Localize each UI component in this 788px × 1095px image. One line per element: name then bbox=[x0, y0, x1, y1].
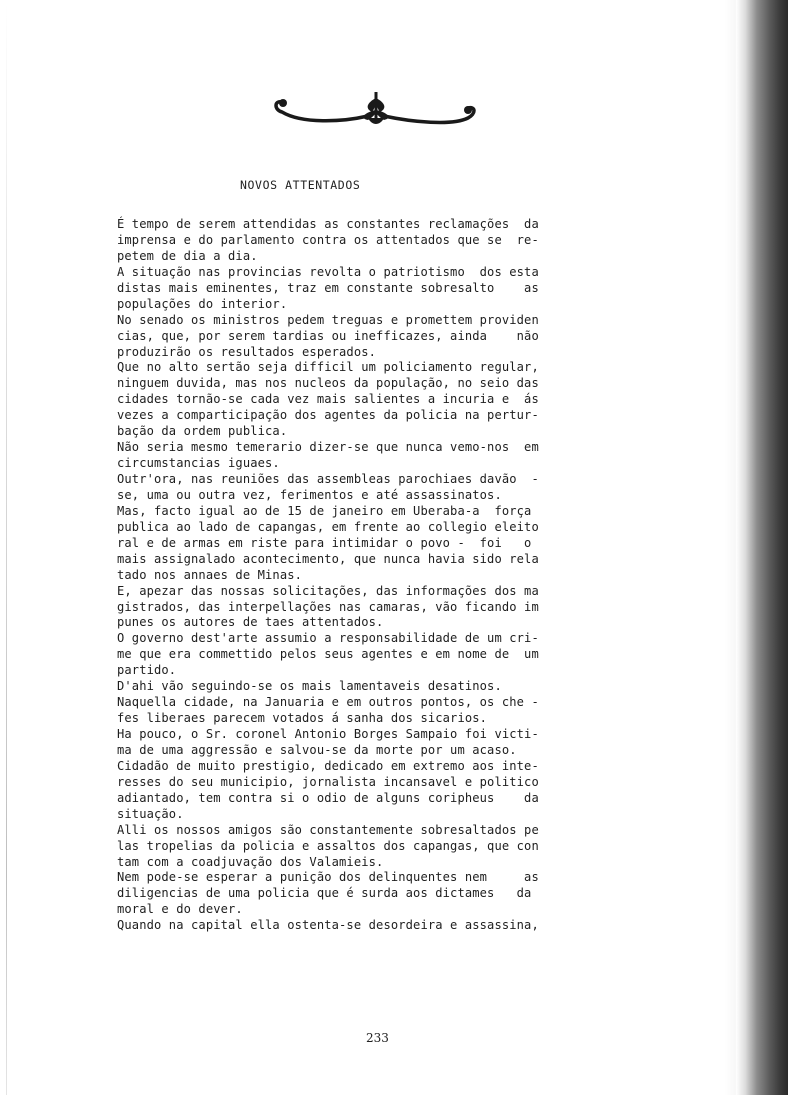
text-line: imprensa e do parlamento contra os attentados que se re- bbox=[117, 232, 539, 247]
text-line: ninguem duvida, mas nos nucleos da população, no seio das bbox=[117, 376, 539, 391]
text-line: mais assignalado acontecimento, que nunca havia sido rela bbox=[117, 551, 539, 566]
text-line: adiantado, tem contra si o odio de alguns coripheus da bbox=[117, 790, 539, 805]
text-line: cias, que, por serem tardias ou inefficazes, ainda não bbox=[117, 328, 539, 343]
text-line: D'ahi vão seguindo-se os mais lamentaveis desatinos. bbox=[117, 679, 502, 694]
text-line: moral e do dever. bbox=[117, 902, 243, 917]
vine-flourish-icon bbox=[272, 88, 480, 132]
text-line: me que era commettido pelos seus agentes e em nome de um bbox=[117, 647, 539, 662]
text-line: tado nos annaes de Minas. bbox=[117, 567, 303, 582]
text-line: situação. bbox=[117, 806, 184, 821]
text-line: Naquella cidade, na Januaria e em outros pontos, os che - bbox=[117, 695, 539, 710]
document-title: NOVOS ATTENTADOS bbox=[240, 178, 361, 192]
text-line: tam com a coadjuvação dos Valamieis. bbox=[117, 854, 384, 869]
page-number: 233 bbox=[366, 1031, 389, 1045]
document-body bbox=[117, 217, 617, 934]
text-line: Que no alto sertão seja difficil um policiamento regular, bbox=[117, 360, 539, 375]
text-line: O governo dest'arte assumio a responsabilidade de um cri- bbox=[117, 631, 539, 646]
text-line: distas mais eminentes, traz em constante sobresalto as bbox=[117, 280, 539, 295]
page-edge-shadow bbox=[6, 0, 7, 1095]
text-line: E, apezar das nossas solicitações, das informações dos ma bbox=[117, 583, 539, 598]
text-line: Cidadão de muito prestigio, dedicado em extremo aos inte- bbox=[117, 758, 539, 773]
text-line: ma de uma aggressão e salvou-se da morte por um acaso. bbox=[117, 742, 517, 757]
text-line: Alli os nossos amigos são constantemente sobresaltados pe bbox=[117, 822, 539, 837]
text-line: punes os autores de taes attentados. bbox=[117, 615, 384, 630]
text-line: Outr'ora, nas reuniões das assembleas parochiaes davão - bbox=[117, 472, 539, 486]
text-line: gistrados, das interpellações nas camaras, vão ficando im bbox=[117, 599, 539, 614]
text-line: cidades tornão-se cada vez mais salientes a incuria e ás bbox=[117, 392, 539, 407]
text-line: Não seria mesmo temerario dizer-se que nunca vemo-nos em bbox=[117, 440, 539, 455]
text-line: produzirão os resultados esperados. bbox=[117, 344, 377, 359]
text-line: vezes a comparticipação dos agentes da policia na pertur- bbox=[117, 408, 539, 423]
text-line: petem de dia a dia. bbox=[117, 248, 258, 263]
text-line: Mas, facto igual ao de 15 de janeiro em Uberaba-a força bbox=[117, 503, 532, 518]
book-binding-edge bbox=[736, 0, 788, 1095]
text-line: É tempo de serem attendidas as constantes reclamações da bbox=[117, 217, 539, 231]
text-line: populações do interior. bbox=[117, 296, 288, 311]
text-line: las tropelias da policia e assaltos dos capangas, que con bbox=[117, 838, 539, 853]
text-line: resses do seu municipio, jornalista incansavel e politico bbox=[117, 774, 539, 789]
text-line: A situação nas provincias revolta o patriotismo dos esta bbox=[117, 264, 539, 279]
text-line: circumstancias iguaes. bbox=[117, 456, 280, 471]
text-line: ral e de armas em riste para intimidar o povo - foi o bbox=[117, 535, 532, 550]
text-line: se, uma ou outra vez, ferimentos e até assassinatos. bbox=[117, 487, 502, 502]
text-line: publica ao lado de capangas, em frente ao collegio eleito bbox=[117, 519, 539, 534]
text-line: Ha pouco, o Sr. coronel Antonio Borges Sampaio foi victi- bbox=[117, 727, 539, 741]
text-line: No senado os ministros pedem treguas e promettem providen bbox=[117, 312, 539, 327]
text-line: Quando na capital ella ostenta-se desordeira e assassina, bbox=[117, 918, 539, 933]
text-line: bação da ordem publica. bbox=[117, 424, 288, 439]
text-line: partido. bbox=[117, 663, 177, 678]
text-line: diligencias de uma policia que é surda aos dictames da bbox=[117, 886, 532, 901]
text-line: Nem pode-se esperar a punição dos delinquentes nem as bbox=[117, 870, 539, 885]
text-line: fes liberaes parecem votados á sanha dos sicarios. bbox=[117, 711, 488, 726]
